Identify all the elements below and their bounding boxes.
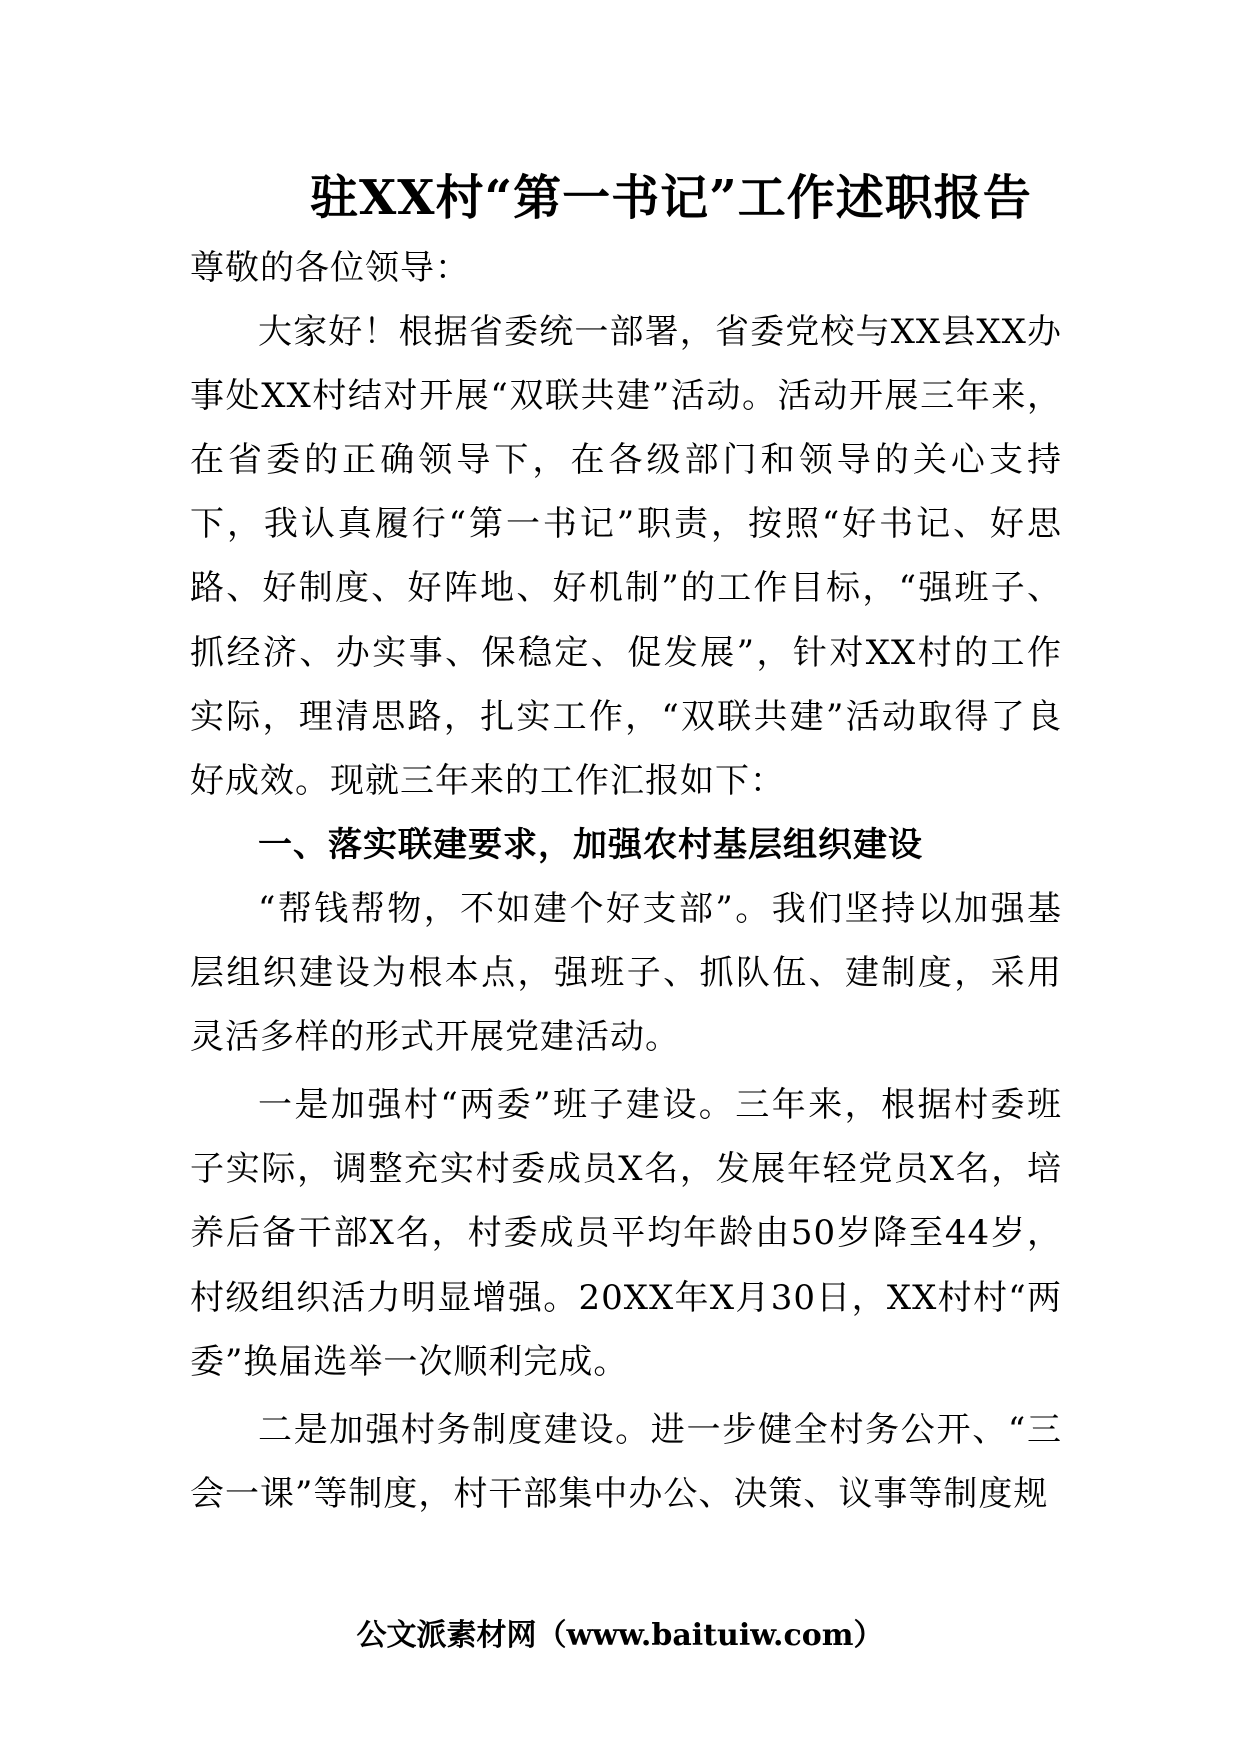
- document-title: 驻XX村“第一书记”工作述职报告: [310, 170, 1032, 226]
- salutation: 尊敬的各位领导：: [190, 248, 470, 288]
- section-heading-1: 一、落实联建要求，加强农村基层组织建设: [258, 824, 923, 865]
- document-body: [190, 236, 1062, 1526]
- point-two-paragraph: 二是加强村务制度建设。进一步健全村务公开、“三会一课”等制度，村干部集中办公、决策、议事等制度规: [190, 1409, 1062, 1514]
- intro-paragraph: 大家好！根据省委统一部署，省委党校与XX县XX办事处XX村结对开展“双联共建”活动。活动开展三年来，在省委的正确领导下，在各级部门和领导的关心支持下，我认真履行“第一书记”职责，按照“好书记、好思路、好制度、好阵地、好机制”的工作目标，“强班子、抓经济、办实事、保稳定、促发展”，针对XX村的工作实际，理清思路，扎实工作，“双联共建”活动取得了良好成效。现就三年来的工作汇报如下：: [190, 312, 1062, 801]
- point-one-paragraph: 一是加强村“两委”班子建设。三年来，根据村委班子实际，调整充实村委成员X名，发展年轻党员X名，培养后备干部X名，村委成员平均年龄由50岁降至44岁，村级组织活力明显增强。20XX年X月30日，XX村村“两委”换届选举一次顺利完成。: [190, 1085, 1062, 1382]
- watermark-footer: 公文派素材网（www.baituiw.com）: [356, 1618, 884, 1653]
- section-1-paragraph: “帮钱帮物，不如建个好支部”。我们坚持以加强基层组织建设为根本点，强班子、抓队伍、建制度，采用灵活多样的形式开展党建活动。: [190, 888, 1062, 1058]
